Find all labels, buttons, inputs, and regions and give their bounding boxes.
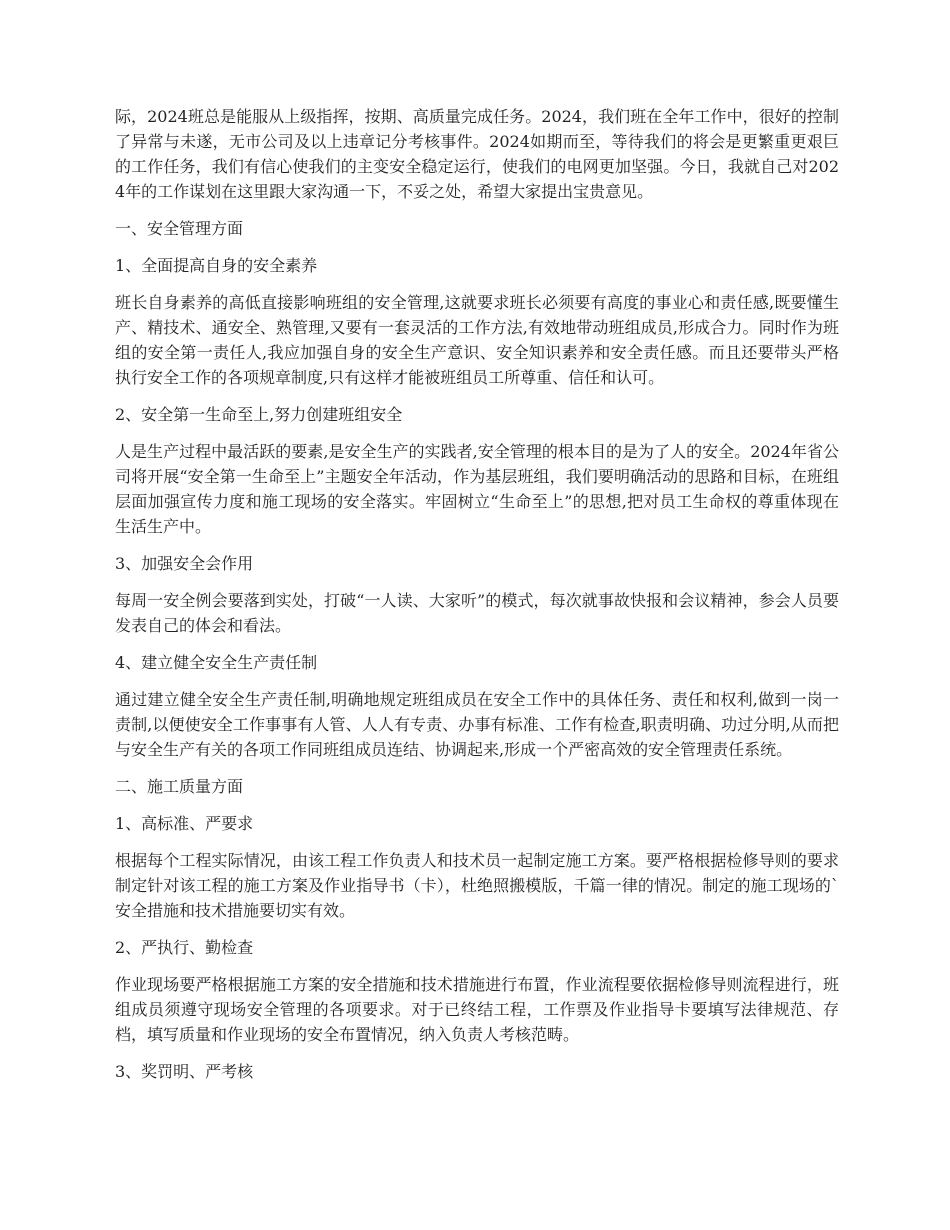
paragraph-safety-meeting: 每周一安全例会要落到实处，打破“一人读、大家听”的模式，每次就事故快报和会议精神，参会人员要发表自己的体会和看法。 [115, 591, 839, 635]
subheading-reward-penalty: 3、奖罚明、严考核 [115, 1062, 254, 1081]
paragraph-strict-execution: 作业现场要严格根据施工方案的安全措施和技术措施进行布置，作业流程要依据检修导则流程进行，班组成员须遵守现场安全管理的各项要求。对于已终结工程，工作票及作业指导卡要填写法律规范、存档，填写质量和作业现场的安全布置情况，纳入负责人考核范畴。 [115, 975, 839, 1044]
subheading-safety-meeting: 3、加强安全会作用 [115, 554, 254, 573]
section-heading-safety: 一、安全管理方面 [115, 219, 244, 238]
subheading-high-standard: 1、高标准、严要求 [115, 814, 254, 833]
paragraph-intro: 际，2024班总是能服从上级指挥，按期、高质量完成任务。2024，我们班在全年工作中，很好的控制了异常与未遂，无市公司及以上违章记分考核事件。2024如期而至，等待我们的将会是更繁重更艰巨的工作任务，我们有信心使我们的主变安全稳定运行，使我们的电网更加坚强。今日，我就自己对2024年的工作谋划在这里跟大家沟通一下，不妥之处，希望大家提出宝贵意见。 [115, 107, 839, 201]
paragraph-responsibility: 通过建立健全安全生产责任制,明确地规定班组成员在安全工作中的具体任务、责任和权利,做到一岗一责制,以便使安全工作事事有人管、人人有专责、办事有标准、工作有检查,职责明确、功过分明,从而把与安全生产有关的各项工作同班组成员连结、协调起来,形成一个严密高效的安全管理责任系统。 [115, 690, 839, 759]
section-heading-quality: 二、施工质量方面 [115, 777, 244, 796]
subheading-safety-first: 2、安全第一生命至上,努力创建班组安全 [115, 405, 403, 424]
subheading-responsibility: 4、建立健全安全生产责任制 [115, 653, 318, 672]
subheading-self-quality: 1、全面提高自身的安全素养 [115, 256, 318, 275]
paragraph-high-standard: 根据每个工程实际情况，由该工程工作负责人和技术员一起制定施工方案。要严格根据检修导则的要求制定针对该工程的施工方案及作业指导书（卡），杜绝照搬模版，千篇一律的情况。制定的施工现场的`安全措施和技术措施要切实有效。 [115, 851, 839, 920]
paragraph-safety-first: 人是生产过程中最活跃的要素,是安全生产的实践者,安全管理的根本目的是为了人的安全。2024年省公司将开展“安全第一生命至上”主题安全年活动，作为基层班组，我们要明确活动的思路和目标，在班组层面加强宣传力度和施工现场的安全落实。牢固树立“生命至上”的思想,把对员工生命权的尊重体现在生活生产中。 [115, 442, 839, 536]
paragraph-self-quality: 班长自身素养的高低直接影响班组的安全管理,这就要求班长必须要有高度的事业心和责任感,既要懂生产、精技术、通安全、熟管理,又要有一套灵活的工作方法,有效地带动班组成员,形成合力。同时作为班组的安全第一责任人,我应加强自身的安全生产意识、安全知识素养和安全责任感。而且还要带头严格执行安全工作的各项规章制度,只有这样才能被班组员工所尊重、信任和认可。 [115, 293, 839, 387]
subheading-strict-execution: 2、严执行、勤检查 [115, 938, 254, 957]
document-body [115, 104, 839, 1096]
